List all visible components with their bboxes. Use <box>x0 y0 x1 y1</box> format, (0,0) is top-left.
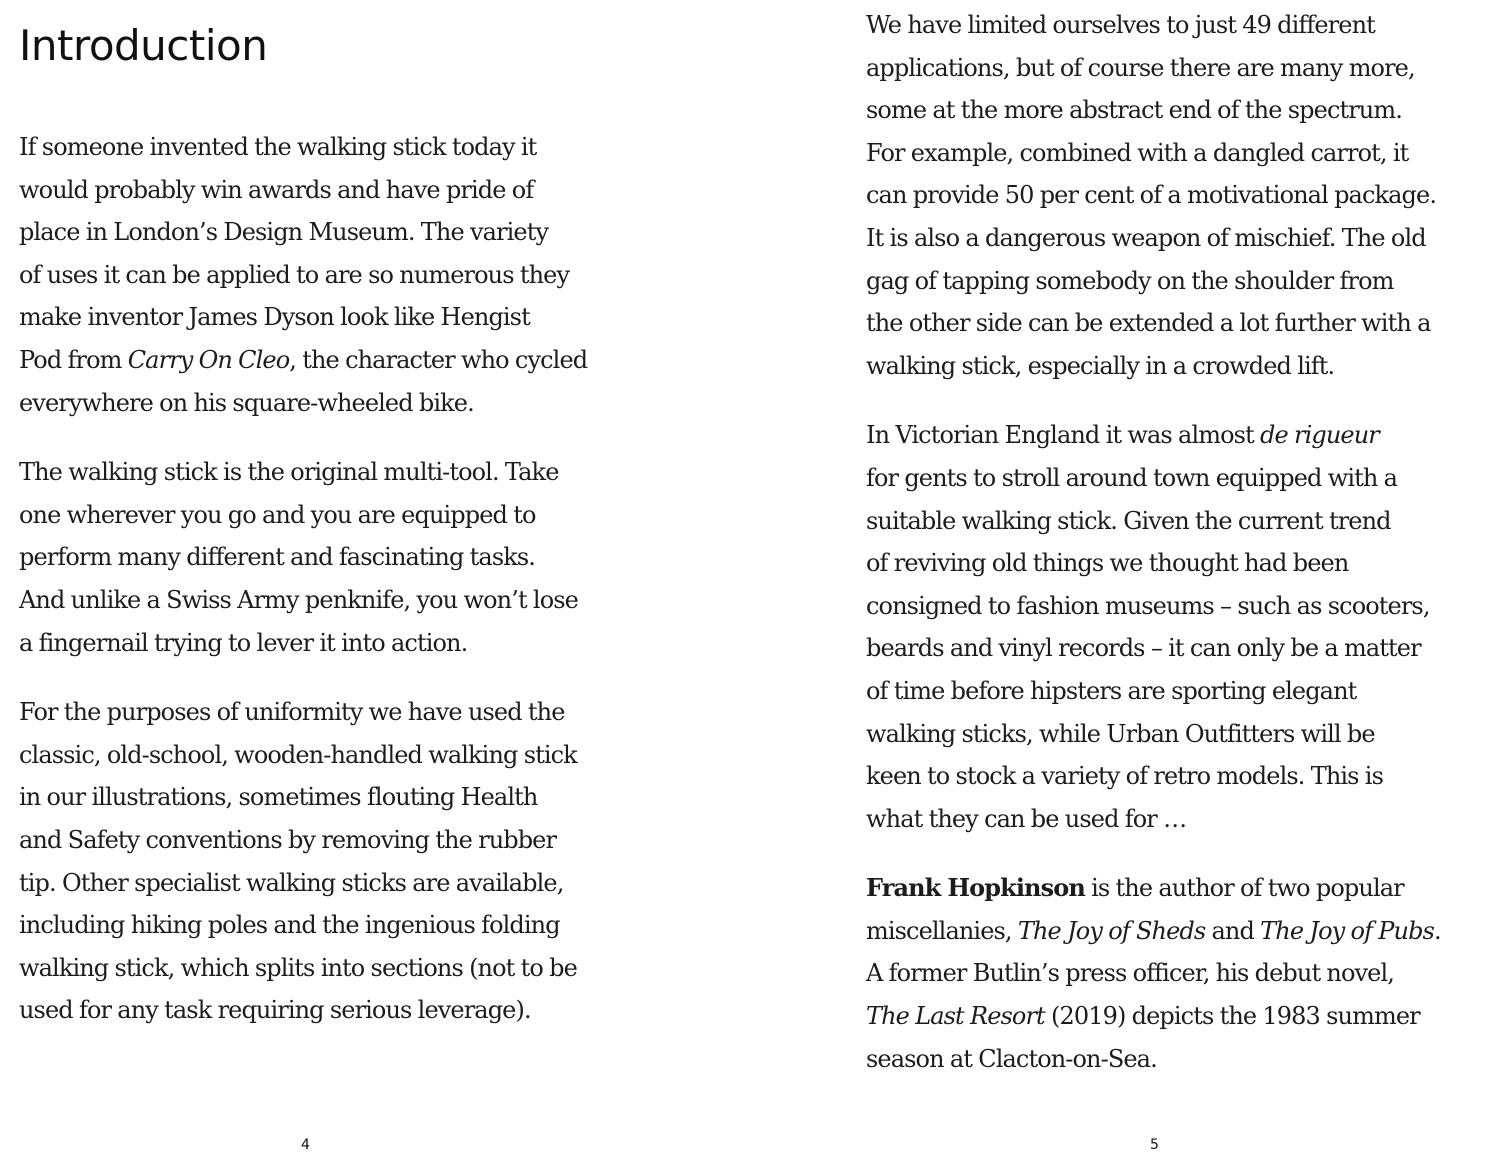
text-line: the other side can be extended a lot further with a <box>866 309 1431 338</box>
text-line-with-title <box>19 339 619 382</box>
text-line: And unlike a Swiss Army penknife, you won’t lose <box>19 585 578 614</box>
text-line-with-title <box>866 995 1466 1038</box>
text-line: one wherever you go and you are equipped to <box>19 500 536 529</box>
text-line-with-titles <box>866 910 1466 953</box>
text-segment: (2019) depicts the 1983 summer <box>1044 1002 1420 1031</box>
text-line: classic, old-school, wooden-handled walking stick <box>19 740 577 769</box>
text-line: of reviving old things we thought had been <box>866 549 1349 578</box>
text-line: For example, combined with a dangled carrot, it <box>866 138 1409 167</box>
text-line-with-author <box>866 867 1466 910</box>
right-page <box>750 0 1500 1159</box>
author-bio <box>866 867 1466 1080</box>
author-name: Frank Hopkinson <box>866 873 1085 903</box>
text-line: keen to stock a variety of retro models. This is <box>866 762 1384 791</box>
text-line: used for any task requiring serious leverage). <box>19 996 531 1025</box>
text-line: tip. Other specialist walking sticks are available, <box>19 868 564 897</box>
text-line: gag of tapping somebody on the shoulder from <box>866 266 1394 295</box>
book-title: The Joy of Sheds <box>1017 916 1206 945</box>
text-line: If someone invented the walking stick today it <box>19 133 537 161</box>
text-line: For the purposes of uniformity we have used the <box>19 698 565 727</box>
text-line: of time before hipsters are sporting elegant <box>866 676 1357 705</box>
text-line: what they can be used for … <box>866 804 1187 833</box>
intro-paragraph-5 <box>866 414 1466 840</box>
text-line: We have limited ourselves to just 49 different <box>866 11 1375 39</box>
text-line: walking stick, especially in a crowded lift. <box>866 351 1335 380</box>
text-line: in our illustrations, sometimes flouting Health <box>19 783 538 812</box>
text-line: walking sticks, while Urban Outfitters will be <box>866 719 1375 748</box>
text-line: consigned to fashion museums – such as scooters, <box>866 591 1430 620</box>
text-line: beards and vinyl records – it can only be a matter <box>866 634 1421 663</box>
right-body-text <box>866 4 1466 1107</box>
text-segment: In Victorian England it was almost <box>866 421 1261 450</box>
text-segment: and <box>1205 916 1261 945</box>
intro-paragraph-2 <box>19 451 619 664</box>
text-line: season at Clacton-on-Sea. <box>866 1044 1157 1073</box>
page-number-right: 5 <box>1150 1137 1159 1153</box>
novel-title: The Last Resort <box>866 1002 1045 1031</box>
text-line-with-phrase <box>866 414 1466 457</box>
left-body-text <box>19 126 619 1059</box>
text-line: for gents to stroll around town equipped with a <box>866 463 1398 492</box>
text-line: would probably win awards and have pride of <box>19 175 534 204</box>
intro-paragraph-3 <box>19 691 619 1032</box>
text-line: The walking stick is the original multi-tool. Take <box>19 458 559 487</box>
text-line: applications, but of course there are many more, <box>866 53 1415 82</box>
chapter-heading: Introduction <box>19 21 268 70</box>
foreign-phrase: de rigueur <box>1260 421 1379 450</box>
text-line: A former Butlin’s press officer, his debut novel, <box>866 959 1394 988</box>
film-title: Carry On Cleo <box>127 345 290 374</box>
text-line: walking stick, which splits into sections (not to be <box>19 953 577 982</box>
intro-paragraph-4 <box>866 4 1466 387</box>
text-line: place in London’s Design Museum. The variety <box>19 218 549 247</box>
text-line: a fingernail trying to lever it into action. <box>19 628 468 657</box>
book-title: The Joy of Pubs <box>1260 916 1434 945</box>
text-segment: Pod from <box>19 345 128 374</box>
text-segment: . <box>1433 916 1441 945</box>
text-line: It is also a dangerous weapon of mischief. The old <box>866 223 1426 252</box>
text-segment: is the author of two popular <box>1084 874 1404 903</box>
text-line: suitable walking stick. Given the current trend <box>866 506 1391 535</box>
text-line: perform many different and fascinating tasks. <box>19 543 536 572</box>
intro-paragraph-1 <box>19 126 619 424</box>
text-line: some at the more abstract end of the spectrum. <box>866 96 1402 125</box>
text-line: including hiking poles and the ingenious folding <box>19 911 560 940</box>
text-line: everywhere on his square-wheeled bike. <box>19 388 474 417</box>
text-line: make inventor James Dyson look like Hengist <box>19 303 530 332</box>
text-line: and Safety conventions by removing the rubber <box>19 825 557 854</box>
text-segment: miscellanies, <box>866 916 1018 945</box>
page-number-left: 4 <box>301 1137 310 1153</box>
text-line: of uses it can be applied to are so numerous they <box>19 260 570 289</box>
text-segment: , the character who cycled <box>289 345 588 374</box>
text-line: can provide 50 per cent of a motivational package. <box>866 181 1437 210</box>
